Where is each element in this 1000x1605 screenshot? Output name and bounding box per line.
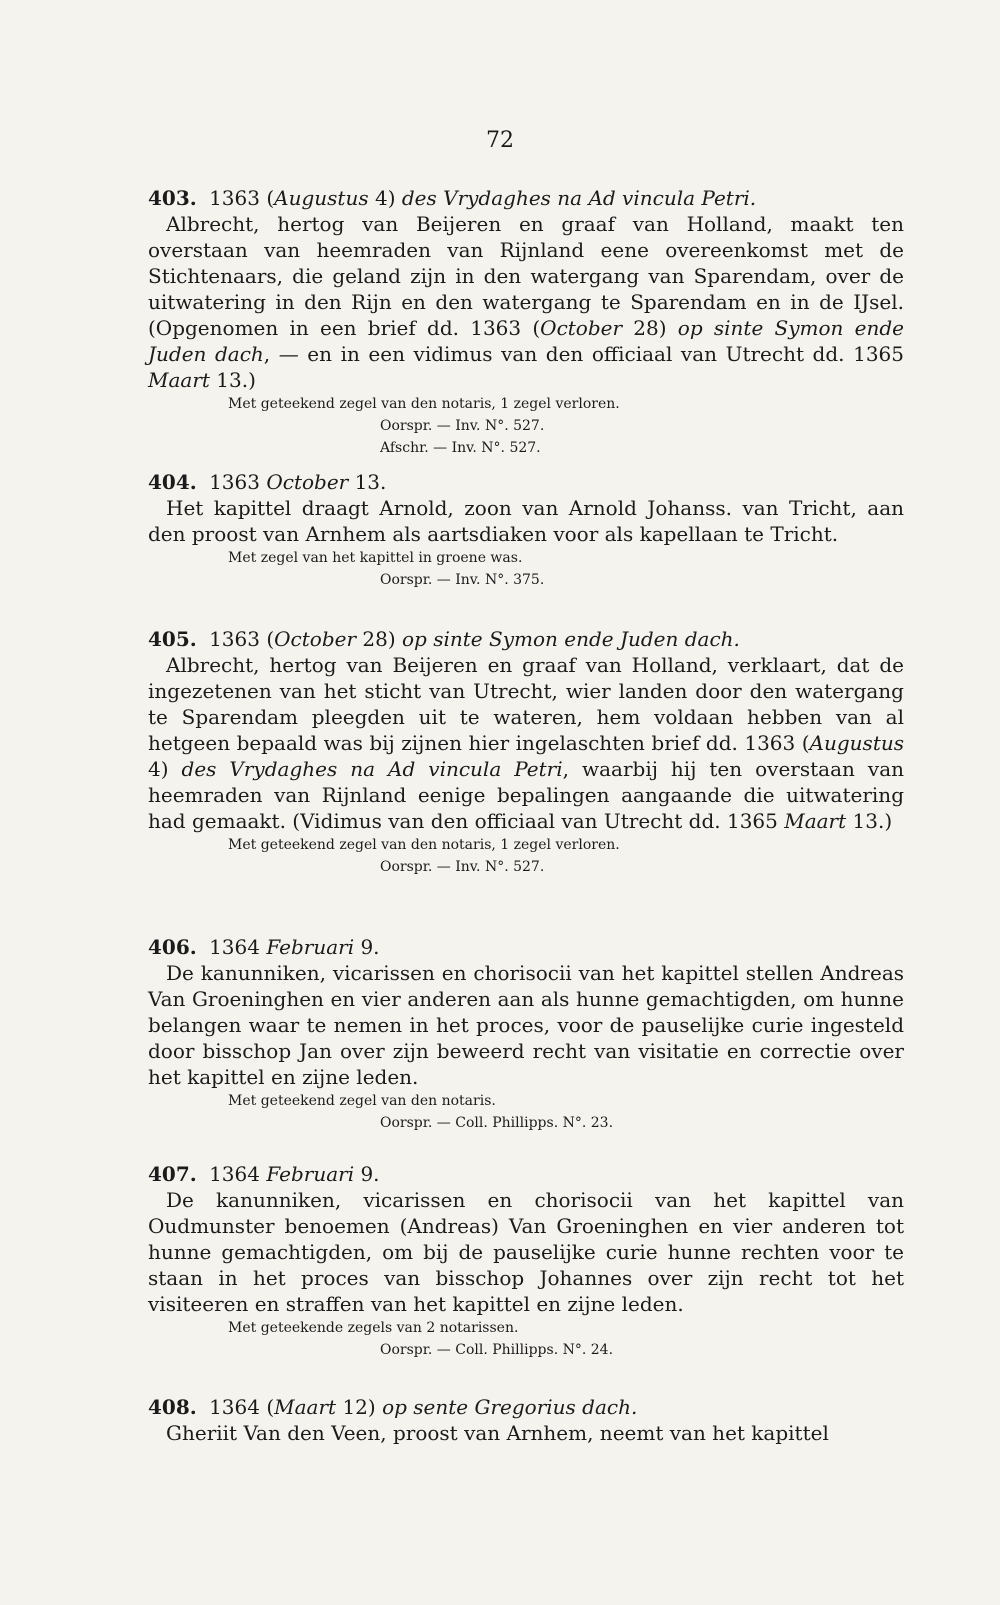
seal-note: Met zegel van het kapittel in groene was. [228, 550, 523, 566]
source-ref: Oorspr. — Inv. N°. 527. [380, 418, 545, 434]
entry-403 [148, 186, 904, 459]
text-part: 13.) [846, 809, 893, 833]
entry-month: October [266, 470, 349, 494]
seal-note: Met geteekende zegels van 2 notarissen. [228, 1320, 519, 1336]
source-ref: Oorspr. — Inv. N°. 375. [380, 572, 545, 588]
entry-text: De kanunniken, vicarissen en chorisocii van het kapittel van Oudmunster benoemen (Andreas) Van Groeninghen en vier anderen tot hunne gemachtigden, om bij de pauselijke curie hunne rechten voor te staan in het proces van bisschop Johannes over zijn recht tot het visiteeren en straffen van het kapittel en zijne leden. [148, 1188, 904, 1316]
entry-408 [148, 1395, 904, 1446]
entry-text [148, 211, 904, 393]
entry-heading [148, 935, 904, 960]
entry-number: 403. [148, 186, 197, 210]
entry-text: De kanunniken, vicarissen en chorisocii van het kapittel stellen Andreas Van Groeninghen en vier anderen aan als hunne gemachtigden, om hunne belangen waar te nemen in het proces, voor de pauselijke curie ingesteld door bisschop Jan over zijn beweerd recht van visitatie en correctie over het kapittel en zijne leden. [148, 961, 904, 1089]
text-part: Albrecht, hertog van Beijeren en graaf van Holland, maakt ten overstaan van heemraden van Rijnland eene overeenkomst met de Stichtenaars, die geland zijn in den watergang van Sparendam, over de uitwatering in den Rijn en den watergang te Sparendam en in de IJsel. (Opgenomen in een brief dd. 1363 ( [148, 212, 904, 340]
entry-heading [148, 470, 904, 495]
entry-text: Het kapittel draagt Arnold, zoon van Arnold Johanss. van Tricht, aan den proost van Arnhem als aartsdiaken voor als kapellaan te Tricht. [148, 496, 904, 546]
entry-year: 1363 [209, 186, 260, 210]
entry-number: 408. [148, 1395, 197, 1419]
entry-number: 406. [148, 935, 197, 959]
entry-month: Februari [266, 1162, 355, 1186]
entry-heading [148, 186, 904, 211]
entry-text [148, 652, 904, 834]
entry-407 [148, 1162, 904, 1361]
entry-year: 1363 [209, 627, 260, 651]
entry-406 [148, 935, 904, 1134]
source-ref: Oorspr. — Coll. Phillipps. N°. 24. [380, 1342, 614, 1358]
entry-number: 405. [148, 627, 197, 651]
entry-month: Augustus [274, 186, 369, 210]
date-open-paren: ( [266, 627, 275, 651]
entry-year: 1364 [209, 935, 260, 959]
date-open-paren: ( [266, 1395, 275, 1419]
entry-number: 404. [148, 470, 197, 494]
entry-day: 9. [360, 935, 380, 959]
source-ref: Oorspr. — Coll. Phillipps. N°. 23. [380, 1115, 614, 1131]
entry-year: 1364 [209, 1162, 260, 1186]
entry-day: 13. [354, 470, 387, 494]
entry-month: Februari [266, 935, 355, 959]
entry-day: 9. [360, 1162, 380, 1186]
entry-404 [148, 470, 904, 591]
entry-text: Gheriit Van den Veen, proost van Arnhem, neemt van het kapittel [166, 1421, 829, 1445]
text-italic: Maart [148, 368, 210, 392]
text-part: , waarbij hij ten overstaan van heemraden van Rijnland eenige bepalingen aangaande die uitwatering had gemaakt. (Vidimus van den officiaal van Utrecht dd. 1365 [148, 757, 904, 833]
entry-feast: op sente Gregorius dach. [382, 1395, 638, 1419]
entry-day: 12) [342, 1395, 376, 1419]
entry-month: Maart [274, 1395, 337, 1419]
entry-year: 1363 [209, 470, 260, 494]
seal-note: Met geteekend zegel van den notaris, 1 zegel verloren. [228, 396, 620, 412]
text-italic: des Vrydaghes na Ad vincula Petri [181, 757, 563, 781]
entry-month: October [274, 627, 357, 651]
source-ref: Oorspr. — Inv. N°. 527. [380, 859, 545, 875]
entry-year: 1364 [209, 1395, 260, 1419]
seal-note: Met geteekend zegel van den notaris. [228, 1093, 496, 1109]
text-italic: Augustus [809, 731, 904, 755]
page-number: 72 [486, 128, 514, 153]
text-part: 13.) [209, 368, 256, 392]
date-open-paren: ( [266, 186, 275, 210]
text-italic: Maart [784, 809, 847, 833]
entry-heading [148, 1162, 904, 1187]
entry-feast: des Vrydaghes na Ad vincula Petri. [401, 186, 757, 210]
entry-number: 407. [148, 1162, 197, 1186]
text-part: 4) [148, 757, 182, 781]
text-part: 28) [622, 316, 678, 340]
text-part: , — en in een vidimus van den officiaal van Utrecht dd. 1365 [263, 342, 904, 366]
entry-heading [148, 627, 904, 652]
seal-note: Met geteekend zegel van den notaris, 1 zegel verloren. [228, 837, 620, 853]
source-ref: Afschr. — Inv. N°. 527. [380, 440, 541, 456]
entry-day: 4) [374, 186, 396, 210]
entry-heading [148, 1395, 904, 1420]
entry-feast: op sinte Symon ende Juden dach. [402, 627, 740, 651]
entry-day: 28) [362, 627, 396, 651]
entry-405 [148, 627, 904, 878]
text-part: Albrecht, hertog van Beijeren en graaf van Holland, verklaart, dat de ingezetenen van het sticht van Utrecht, wier landen door den watergang te Sparendam pleegden uit te wateren, hem voldaan hebben van al hetgeen bepaald was bij zijnen hier ingelaschten brief dd. 1363 ( [148, 653, 904, 755]
text-italic: October [540, 316, 623, 340]
text-italic: op sinte Symon ende Juden dach [148, 316, 904, 366]
